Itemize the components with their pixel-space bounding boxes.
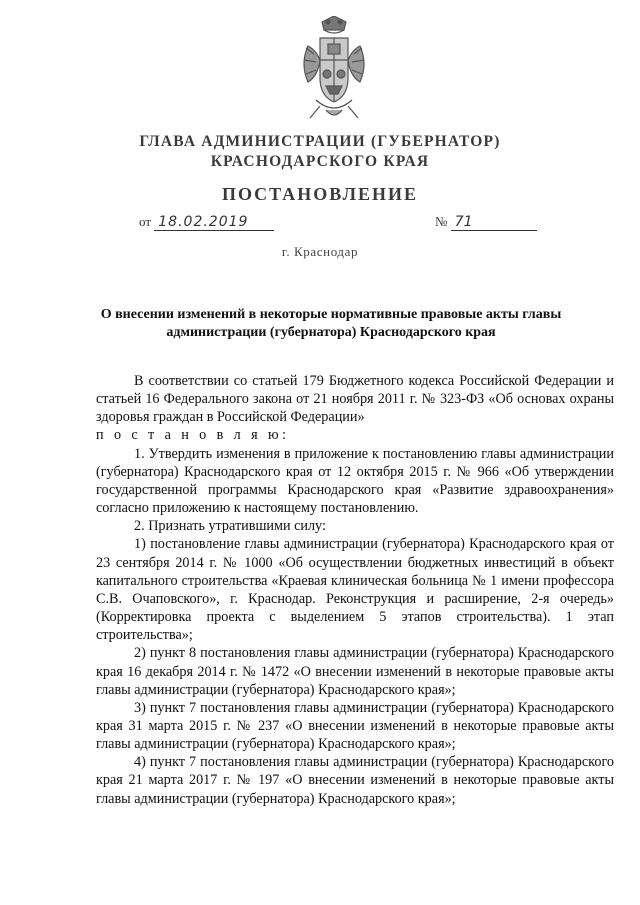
document-body <box>96 372 614 808</box>
date-value: 18.02.2019 <box>154 214 274 231</box>
subitem-4: 4) пункт 7 постановления главы администрации (губернатора) Краснодарского края 21 марта 2017 г. № 197 «О внесении изменений в некоторые правовые акты главы администрации (губернатора) Краснодарского края»; <box>96 754 614 807</box>
issuer-title-line1: ГЛАВА АДМИНИСТРАЦИИ (ГУБЕРНАТОР) <box>139 133 501 150</box>
subject-line2: администрации (губернатора) Краснодарского края <box>166 325 496 340</box>
coat-of-arms-icon <box>298 16 370 124</box>
subject-line1: О внесении изменений в некоторые нормативные правовые акты главы <box>100 307 562 322</box>
document-subject <box>96 306 566 342</box>
item-1: 1. Утвердить изменения в приложение к постановлению главы администрации (губернатора) Краснодарского края от 12 октября 2015 г. № 966 «Об утверждении государственной программы Краснодарского края «Развитие здравоохранения» согласно приложению к настоящему постановлению. <box>96 445 614 517</box>
document-type: ПОСТАНОВЛЕНИЕ <box>221 184 419 204</box>
number-field <box>435 214 537 231</box>
subitem-2: 2) пункт 8 постановления главы администрации (губернатора) Краснодарского края 16 декабря 2014 г. № 1472 «О внесении изменений в некоторые правовые акты главы администрации (губернатора) Краснодарского края»; <box>96 645 614 698</box>
city: г. Краснодар <box>281 244 359 259</box>
item-2: 2. Признать утратившими силу: <box>134 518 326 535</box>
resolve-word: п о с т а н о в л я ю: <box>96 427 290 444</box>
subitem-3: 3) пункт 7 постановления главы администрации (губернатора) Краснодарского края 31 марта 2015 г. № 237 «О внесении изменений в некоторые правовые акты главы администрации (губернатора) Краснодарского края»; <box>96 699 614 753</box>
date-prefix: от <box>139 214 152 229</box>
number-prefix: № <box>435 214 448 229</box>
subitem-1: 1) постановление главы администрации (губернатора) Краснодарского края от 23 сентября 2014 г. № 1000 «Об осуществлении бюджетных инвестиций в объект капитального строительства «Краевая клиническая больница № 1 имени профессора С.В. Очаповского», г. Краснодар. Реконструкция и расширение, 2-я очередь» (Корректировка проекта с выделением 5 этапов строительства). 1 этап строительства»; <box>96 536 614 644</box>
date-field <box>139 214 274 231</box>
issuer-title-line2: КРАСНОДАРСКОГО КРАЯ <box>210 153 430 170</box>
preamble-paragraph: В соответствии со статьей 179 Бюджетного кодекса Российской Федерации и статьей 16 Федерального закона от 21 ноября 2011 г. № 323-ФЗ «Об основах охраны здоровья граждан в Российской Федерации» <box>96 373 614 426</box>
number-value: 71 <box>451 214 537 231</box>
